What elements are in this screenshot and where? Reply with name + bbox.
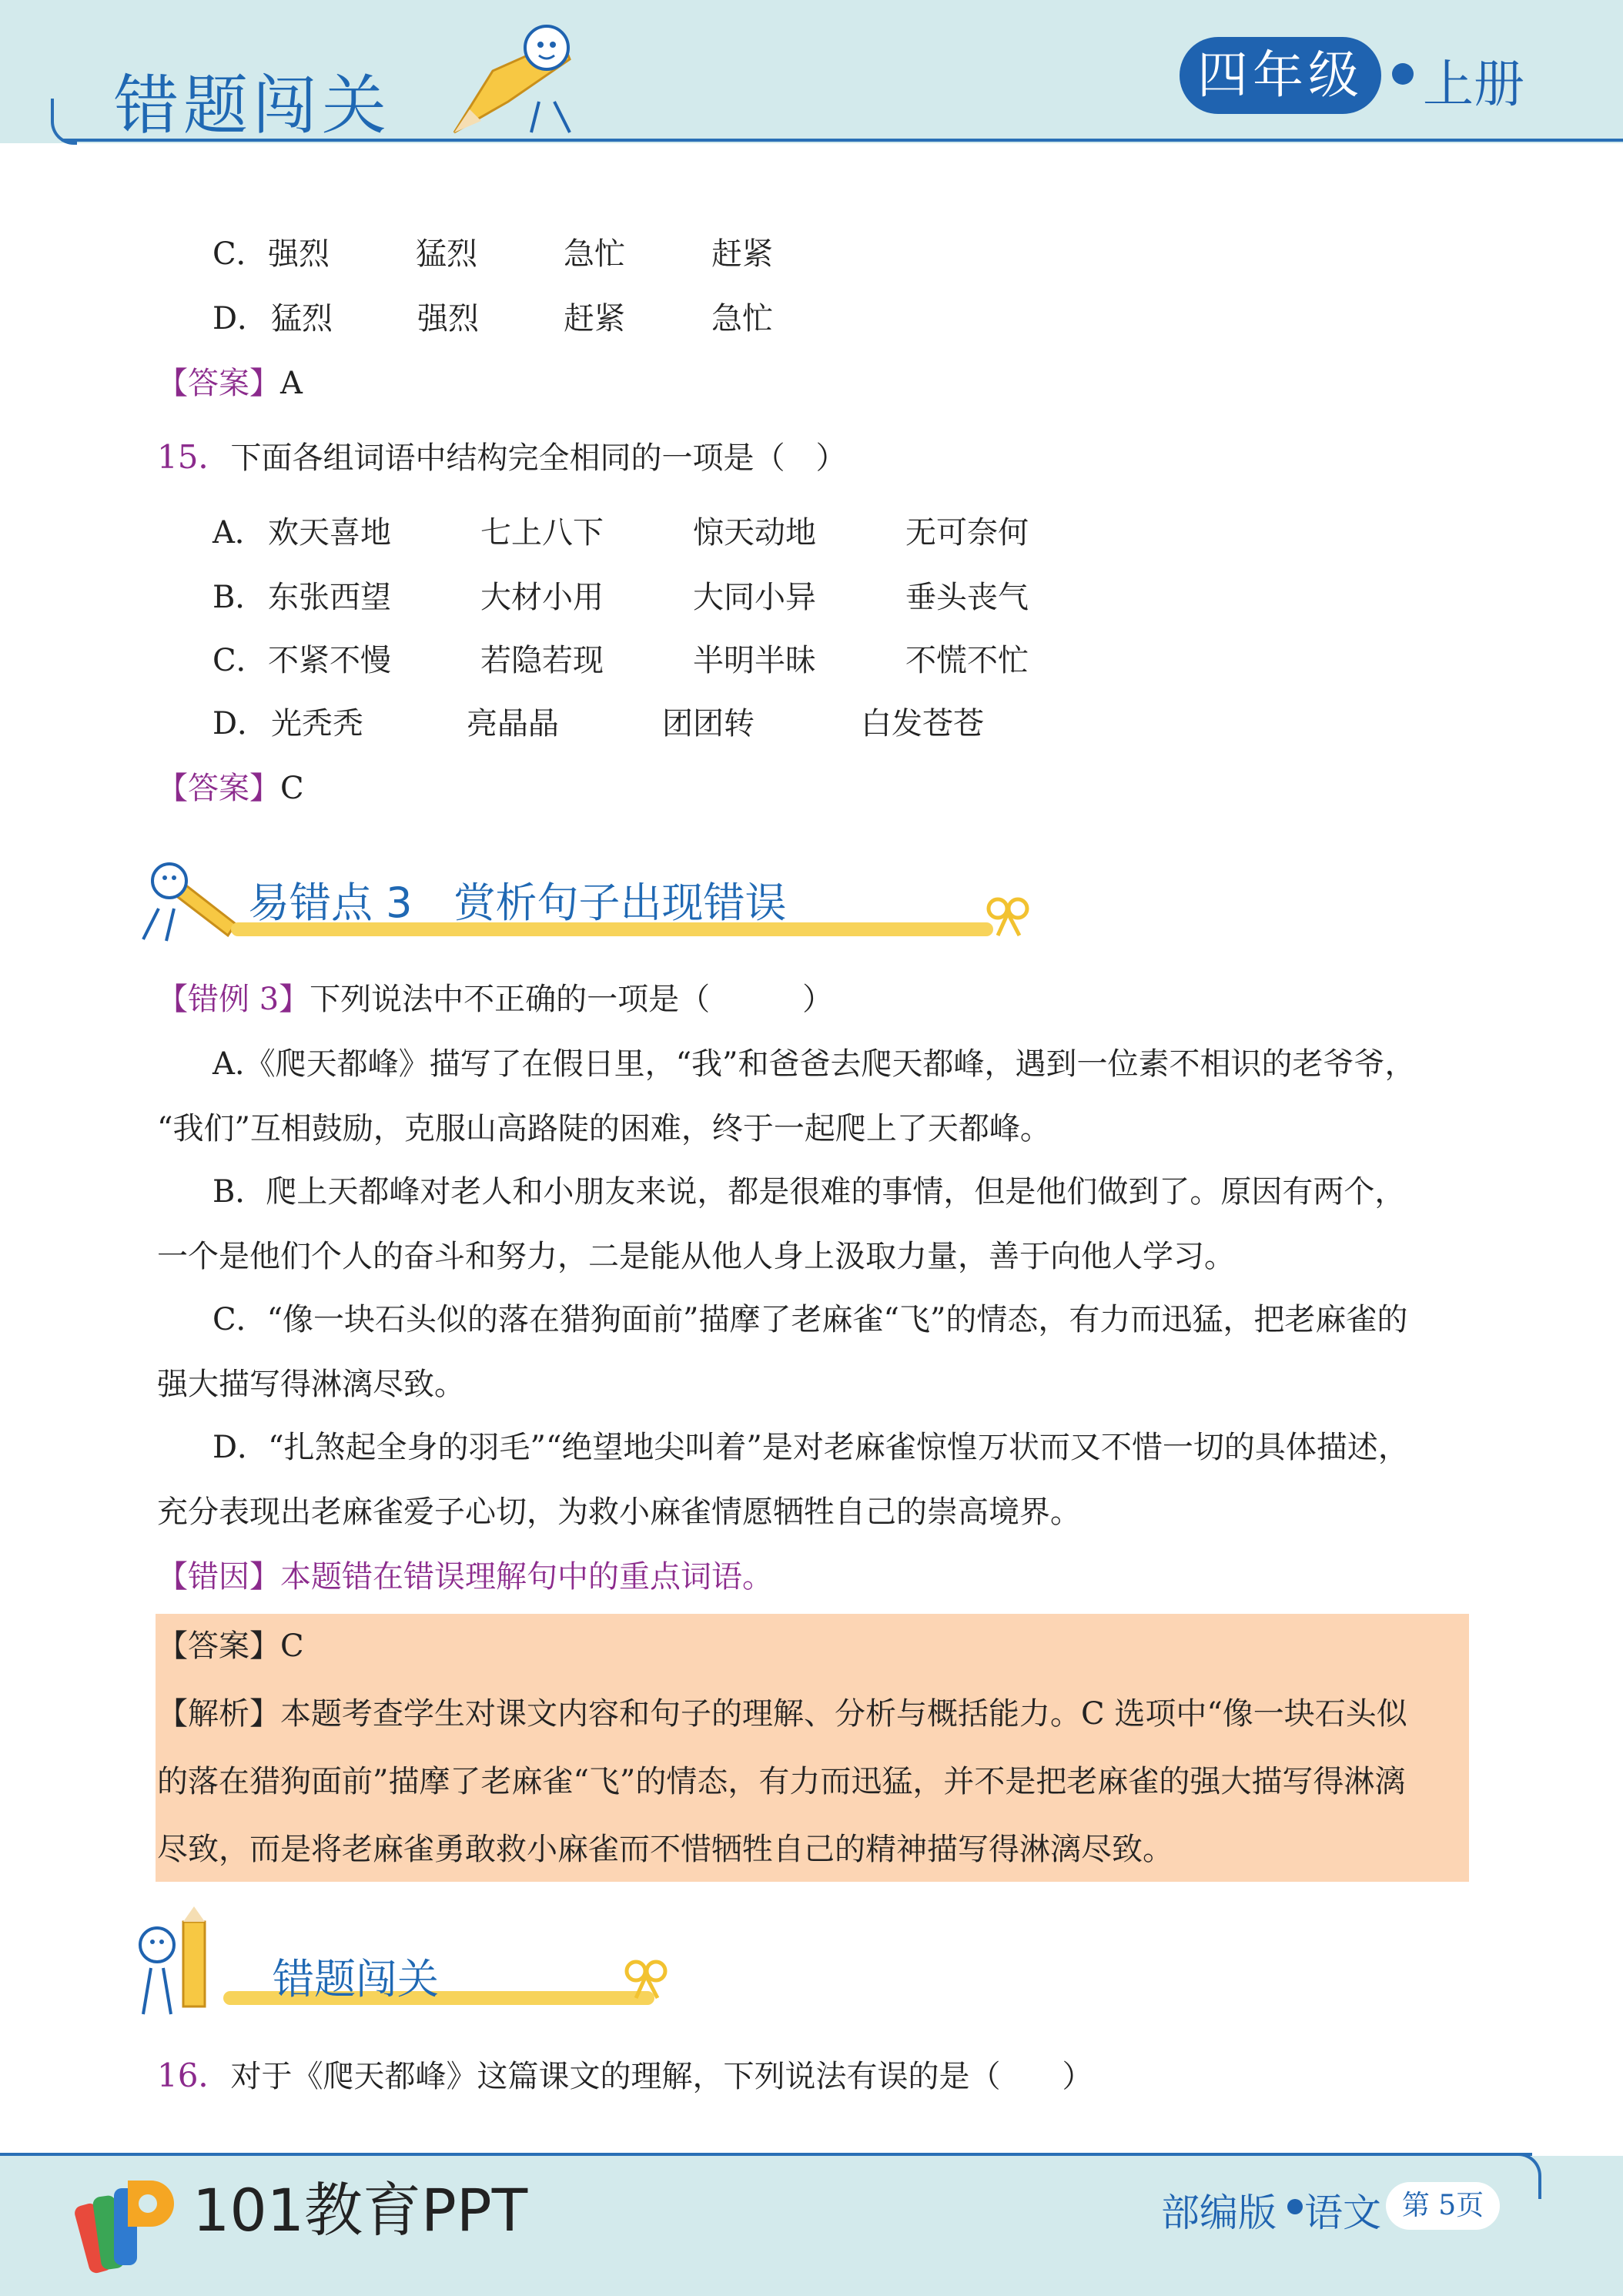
option-letter: A． [212,515,266,551]
subject-label: 语文 [1304,2191,1381,2235]
q15-answer [157,767,304,810]
answer-value: C [280,1628,304,1664]
brand-logo-icon [74,2173,182,2281]
page-number: 第 5页 [1386,2182,1500,2230]
option-word: 半明半昧 [693,643,816,678]
option-word: 赶紧 [564,301,625,336]
brand-logo-text: 101教育PPT [192,2176,528,2244]
example3-option-a-line1: A.《爬天都峰》描写了在假日里，“我”和爸爸去爬天都峰，遇到一位素不相识的老爷爷， [212,1046,1416,1082]
option-word: 急忙 [711,301,773,336]
option-letter: C． [212,236,267,272]
example-label: 【错例 3】 [157,982,310,1017]
bow-icon [982,893,1036,939]
option-word: 东张西望 [268,580,391,615]
option-word: 若隐若现 [480,643,604,678]
example3-option-c-line1: C．“像一块石头似的落在猎狗面前”描摩了老麻雀“飞”的情态，有力而迅猛，把老麻雀的 [212,1302,1408,1337]
answer-label: 【答案】 [157,771,280,806]
analysis-label: 【解析】 [157,1696,280,1732]
section3-title: 易错点 3 赏析句子出现错误 [248,879,787,927]
answer-label: 【答案】 [157,1628,280,1664]
option-letter: D． [212,301,269,336]
option-word: 强烈 [417,301,479,336]
question-number: 16． [157,2057,231,2094]
example-stem: 下列说法中不正确的一项是（ ） [310,982,834,1017]
option-word: 光秃秃 [271,706,363,741]
option-letter: C． [212,643,267,678]
grade-badge: 四年级 [1180,37,1381,114]
edition-dot [1287,2199,1303,2214]
q15-stem [157,436,846,480]
header-title: 错题闯关 [114,68,392,143]
example3-answer [157,1625,304,1668]
grade-dot [1392,63,1414,85]
cause-label: 【错因】 [157,1559,280,1595]
example3-analysis-line2: 的落在猎狗面前”描摩了老麻雀“飞”的情态，有力而迅猛，并不是把老麻雀的强大描写得淋漓 [157,1764,1406,1799]
option-word: 猛烈 [416,236,477,272]
practice-mascot-icon [129,1906,229,2022]
option-word: 强烈 [268,236,330,272]
volume-label: 上册 [1423,55,1524,114]
option-letter: D． [212,706,269,741]
option-word: 不紧不慢 [268,643,391,678]
example3-option-b-line1: B．爬上天都峰对老人和小朋友来说，都是很难的事情，但是他们做到了。原因有两个， [212,1174,1406,1210]
example3-analysis-line1 [157,1692,1407,1735]
question-stem: 下面各组词语中结构完全相同的一项是（ ） [230,440,847,476]
option-word: 不慌不忙 [905,643,1029,678]
option-word: 急忙 [564,236,625,272]
analysis-text: 本题考查学生对课文内容和句子的理解、分析与概括能力。C 选项中“像一块石头似 [280,1696,1407,1732]
example3-option-c-line2: 强大描写得淋漓尽致。 [157,1367,465,1402]
q16-stem [157,2054,1093,2098]
question-stem: 对于《爬天都峰》这篇课文的理解，下列说法有误的是（ ） [230,2059,1093,2094]
q14-answer [157,362,303,405]
option-word: 亮晶晶 [467,706,559,741]
option-word: 欢天喜地 [268,515,391,551]
section-mascot-icon [136,855,243,947]
footer-line [0,2153,1532,2156]
option-word: 团团转 [662,706,755,741]
example3-analysis-line3: 尽致，而是将老麻雀勇敢救小麻雀而不惜牺牲自己的精神描写得淋漓尽致。 [157,1832,1173,1867]
option-letter: B． [212,580,266,615]
cause-text: 本题错在错误理解句中的重点词语。 [280,1559,773,1595]
option-word: 猛烈 [271,301,333,336]
option-word: 大同小异 [693,580,816,615]
question-number: 15． [157,438,231,476]
example3-option-a-line2: “我们”互相鼓励，克服山高路陡的困难，终于一起爬上了天都峰。 [157,1111,1051,1146]
example3-stem [157,978,833,1021]
practice-title: 错题闯关 [273,1955,439,2003]
option-word: 赶紧 [711,236,773,272]
option-word: 白发苍苍 [861,706,984,741]
option-word: 惊天动地 [693,515,816,551]
answer-label: 【答案】 [157,366,280,401]
example3-cause [157,1555,773,1598]
bow-icon [621,1956,674,2002]
pencil-mascot-icon [447,17,601,140]
edition-label: 部编版 [1161,2191,1277,2235]
answer-value: C [280,771,304,806]
example3-option-b-line2: 一个是他们个人的奋斗和努力，二是能从他人身上汲取力量，善于向他人学习。 [157,1239,1235,1274]
option-word: 七上八下 [480,515,604,551]
option-word: 垂头丧气 [905,580,1029,615]
example3-option-d-line2: 充分表现出老麻雀爱子心切，为救小麻雀情愿牺牲自己的崇高境界。 [157,1494,1081,1530]
answer-value: A [280,366,303,401]
example3-option-d-line1: D．“扎煞起全身的羽毛”“绝望地尖叫着”是对老麻雀惊惶万状而又不惜一切的具体描述， [212,1430,1409,1465]
option-word: 大材小用 [480,580,604,615]
option-word: 无可奈何 [905,515,1029,551]
